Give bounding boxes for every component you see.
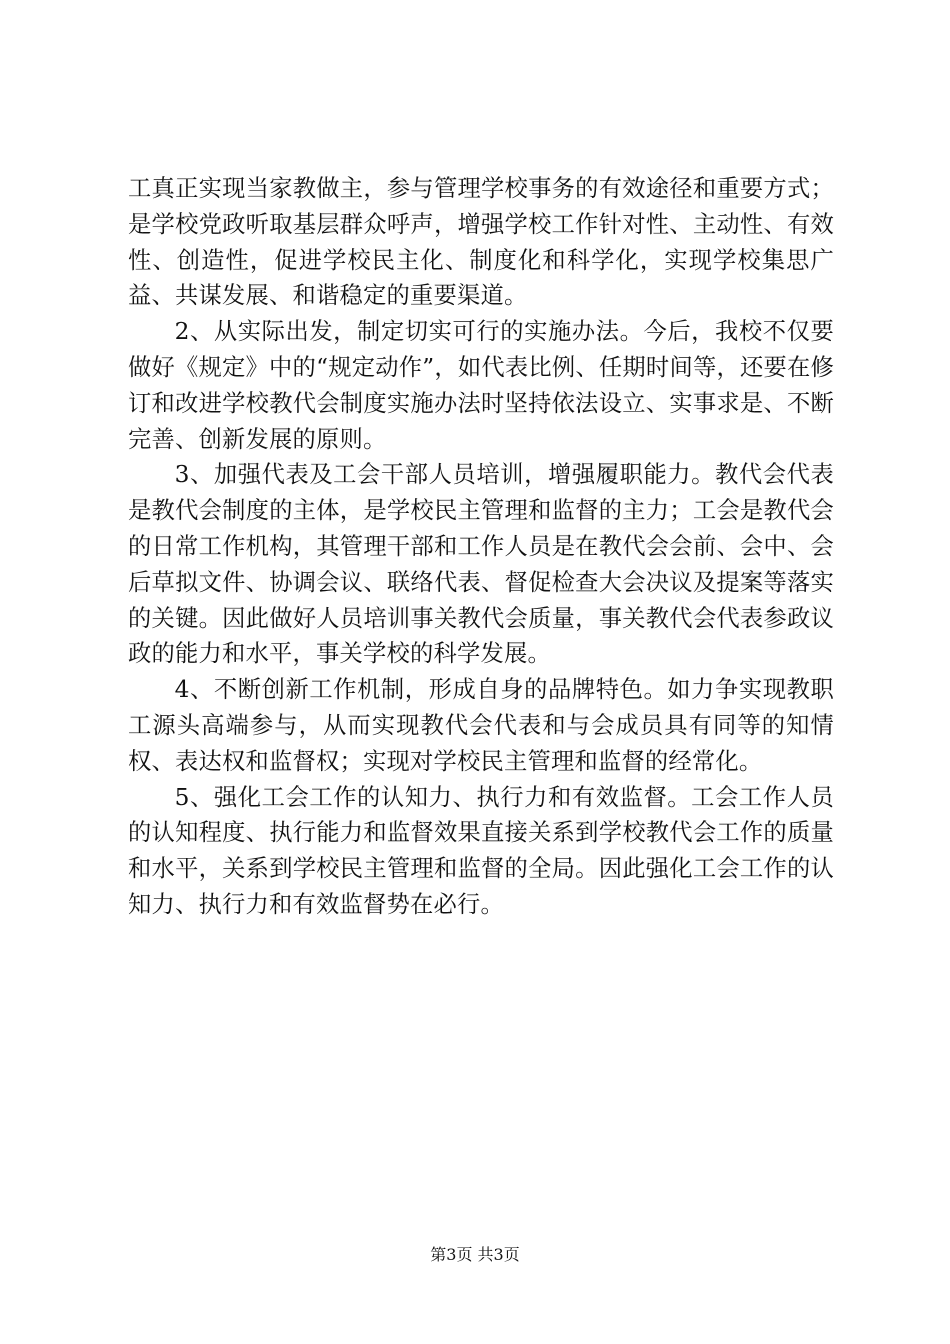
paragraph-continuation: 工真正实现当家教做主，参与管理学校事务的有效途径和重要方式；是学校党政听取基层群众呼声，增强学校工作针对性、主动性、有效性、创造性，促进学校民主化、制度化和科学化，实现学校集思广益、共谋发展、和谐稳定的重要渠道。 <box>128 175 834 310</box>
paragraph-item-3: 3、加强代表及工会干部人员培训，增强履职能力。教代会代表是教代会制度的主体，是学校民主管理和监督的主力；工会是教代会的日常工作机构，其管理干部和工作人员是在教代会会前、会中、会后草拟文件、协调会议、联络代表、督促检查大会决议及提案等落实的关键。因此做好人员培训事关教代会质量，事关教代会代表参政议政的能力和水平，事关学校的科学发展。 <box>128 461 834 668</box>
paragraph-item-5: 5、强化工会工作的认知力、执行力和有效监督。工会工作人员的认知程度、执行能力和监督效果直接关系到学校教代会工作的质量和水平，关系到学校民主管理和监督的全局。因此强化工会工作的认知力、执行力和有效监督势在必行。 <box>128 783 834 918</box>
paragraph-item-2: 2、从实际出发，制定切实可行的实施办法。今后，我校不仅要做好《规定》中的“规定动作”，如代表比例、任期时间等，还要在修订和改进学校教代会制度实施办法时坚持依法设立、实事求是、不断完善、创新发展的原则。 <box>128 318 834 453</box>
paragraph-item-4: 4、不断创新工作机制，形成自身的品牌特色。如力争实现教职工源头高端参与，从而实现教代会代表和与会成员具有同等的知情权、表达权和监督权；实现对学校民主管理和监督的经常化。 <box>128 676 834 775</box>
page-number-footer: 第3页 共3页 <box>430 1245 520 1264</box>
document-body <box>128 171 834 923</box>
